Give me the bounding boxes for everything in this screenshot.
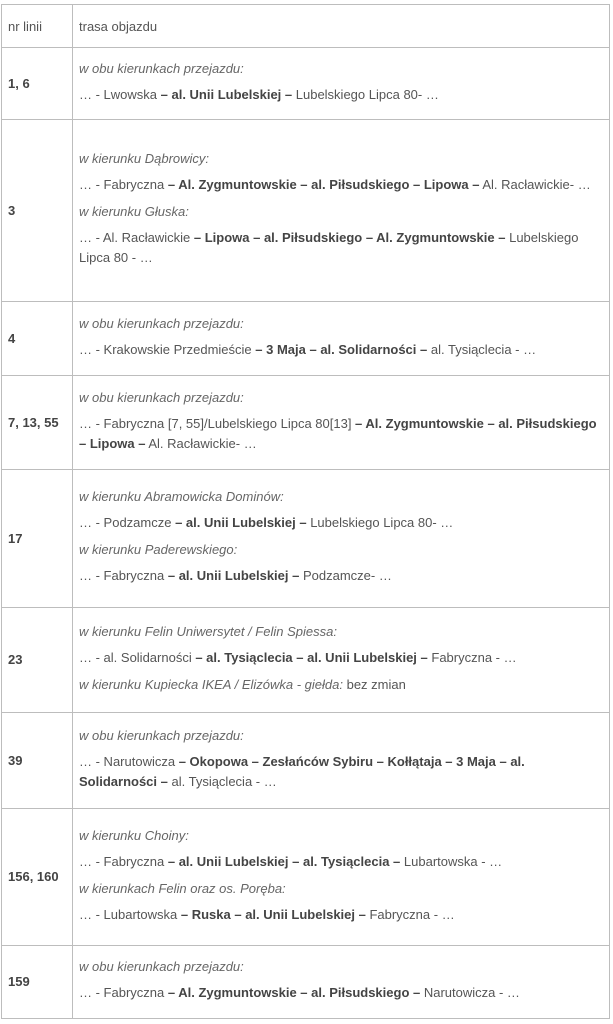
route-street: … - Fabryczna — [79, 568, 168, 583]
route-street: … - al. Solidarności — [79, 650, 196, 665]
direction-label — [79, 676, 603, 694]
route-street: … - Al. Racławickie — [79, 230, 194, 245]
route-cell — [73, 376, 610, 470]
route-cell — [73, 946, 610, 1019]
direction-label — [79, 880, 603, 898]
route-street: … - Fabryczna — [79, 853, 168, 869]
direction-label — [79, 623, 603, 641]
table-row — [2, 713, 610, 809]
direction-label — [79, 958, 603, 976]
direction-text: w obu kierunkach przejazdu: — [79, 389, 244, 405]
route-path — [79, 513, 603, 533]
route-path — [79, 752, 603, 792]
direction-label — [79, 315, 603, 333]
route-street: … - Fabryczna — [79, 985, 168, 1000]
route-path — [79, 228, 603, 268]
direction-text: w kierunku Choiny: — [79, 827, 189, 843]
route-street: Fabryczna - … — [427, 650, 517, 665]
detour-streets: – al. Unii Lubelskiej – — [175, 515, 307, 530]
table-row — [2, 302, 610, 376]
line-number-cell: 3 — [2, 120, 73, 302]
detour-streets: – Ruska – al. Unii Lubelskiej – — [180, 906, 366, 922]
route-street: Lubelskiego Lipca 80- … — [292, 86, 439, 102]
direction-note: bez zmian — [342, 677, 406, 692]
route-street: … - Fabryczna [7, 55]/Lubelskiego Lipca 80[13] — [79, 415, 356, 431]
line-number-cell: 159 — [2, 946, 73, 1019]
route-street: al. Tysiąclecia - … — [427, 341, 537, 357]
line-number-cell: 4 — [2, 302, 73, 376]
header-line-number: nr linii — [2, 5, 73, 48]
table-row — [2, 608, 610, 713]
table-row — [2, 470, 610, 608]
route-path — [79, 852, 603, 872]
route-street: Lubelskiego Lipca 80- … — [306, 515, 454, 530]
route-street: Lubelskiego Lipca 80 - … — [79, 230, 579, 265]
table-header-row — [2, 5, 610, 48]
direction-text: w kierunku Paderewskiego: — [79, 542, 238, 557]
route-path — [79, 175, 603, 195]
detour-streets: – 3 Maja – al. Solidarności – — [255, 341, 428, 357]
line-number-cell: 156, 160 — [2, 809, 73, 946]
route-path — [79, 414, 603, 454]
direction-text: w kierunkach Felin oraz os. Poręba: — [79, 880, 286, 896]
route-street: Al. Racławickie- … — [145, 435, 257, 451]
detour-streets: – al. Unii Lubelskiej – — [167, 568, 300, 583]
header-detour-route: trasa objazdu — [73, 5, 610, 48]
detour-streets: – Al. Zygmuntowskie – al. Piłsudskiego – Lipowa – — [167, 177, 480, 192]
direction-text: w obu kierunkach przejazdu: — [79, 315, 244, 331]
direction-label — [79, 389, 603, 407]
route-street: … - Fabryczna — [79, 177, 168, 192]
table-row — [2, 120, 610, 302]
route-street: … - Narutowicza — [79, 753, 179, 769]
detour-streets: – al. Unii Lubelskiej – al. Tysiąclecia – — [167, 853, 401, 869]
direction-text: w kierunku Abramowicka Dominów: — [79, 489, 284, 504]
direction-label — [79, 541, 603, 559]
route-street: Al. Racławickie- … — [479, 177, 591, 192]
direction-label — [79, 203, 603, 221]
table-row — [2, 809, 610, 946]
detour-streets: – Lipowa – al. Piłsudskiego – Al. Zygmuntowskie – — [193, 230, 506, 245]
direction-text: w obu kierunkach przejazdu: — [79, 60, 244, 76]
route-cell — [73, 713, 610, 809]
route-street: Podzamcze- … — [299, 568, 392, 583]
direction-text: w obu kierunkach przejazdu: — [79, 959, 244, 974]
detour-routes-table — [1, 4, 610, 1019]
direction-label — [79, 60, 603, 78]
route-street: Narutowicza - … — [420, 985, 520, 1000]
route-path — [79, 566, 603, 586]
direction-label — [79, 727, 603, 745]
direction-label — [79, 827, 603, 845]
route-path — [79, 905, 603, 925]
route-path — [79, 983, 603, 1003]
direction-text: w kierunku Głuska: — [79, 204, 189, 219]
route-street: Fabryczna - … — [365, 906, 455, 922]
route-street: … - Lwowska — [79, 86, 161, 102]
detour-streets: – Al. Zygmuntowskie – al. Piłsudskiego – — [167, 985, 421, 1000]
detour-streets: – Al. Zygmuntowskie – al. Piłsudskiego – Lipowa – — [79, 415, 597, 451]
route-street: … - Lubartowska — [79, 906, 181, 922]
direction-text: w obu kierunkach przejazdu: — [79, 727, 244, 743]
route-street: Lubartowska - … — [400, 853, 503, 869]
table-row — [2, 48, 610, 120]
route-path — [79, 340, 603, 360]
route-cell — [73, 809, 610, 946]
line-number-cell: 17 — [2, 470, 73, 608]
route-street: … - Podzamcze — [79, 515, 176, 530]
line-number-cell: 23 — [2, 608, 73, 713]
direction-text: w kierunku Dąbrowicy: — [79, 151, 210, 166]
table-row — [2, 946, 610, 1019]
route-path — [79, 648, 603, 668]
table-row — [2, 376, 610, 470]
route-path — [79, 85, 603, 105]
route-street: al. Tysiąclecia - … — [167, 773, 277, 789]
direction-label — [79, 488, 603, 506]
direction-text: w kierunku Kupiecka IKEA / Elizówka - giełda: — [79, 677, 343, 692]
direction-text: w kierunku Felin Uniwersytet / Felin Spiessa: — [79, 624, 337, 639]
route-cell — [73, 302, 610, 376]
route-cell — [73, 608, 610, 713]
detour-streets: – al. Unii Lubelskiej – — [160, 86, 293, 102]
route-cell — [73, 48, 610, 120]
line-number-cell: 1, 6 — [2, 48, 73, 120]
line-number-cell: 7, 13, 55 — [2, 376, 73, 470]
detour-streets: – al. Tysiąclecia – al. Unii Lubelskiej – — [195, 650, 428, 665]
route-cell — [73, 470, 610, 608]
line-number-cell: 39 — [2, 713, 73, 809]
route-street: … - Krakowskie Przedmieście — [79, 341, 256, 357]
route-cell — [73, 120, 610, 302]
direction-label — [79, 150, 603, 168]
detour-streets: – Okopowa – Zesłańców Sybiru – Kołłątaja – 3 Maja – al. Solidarności – — [79, 753, 525, 789]
